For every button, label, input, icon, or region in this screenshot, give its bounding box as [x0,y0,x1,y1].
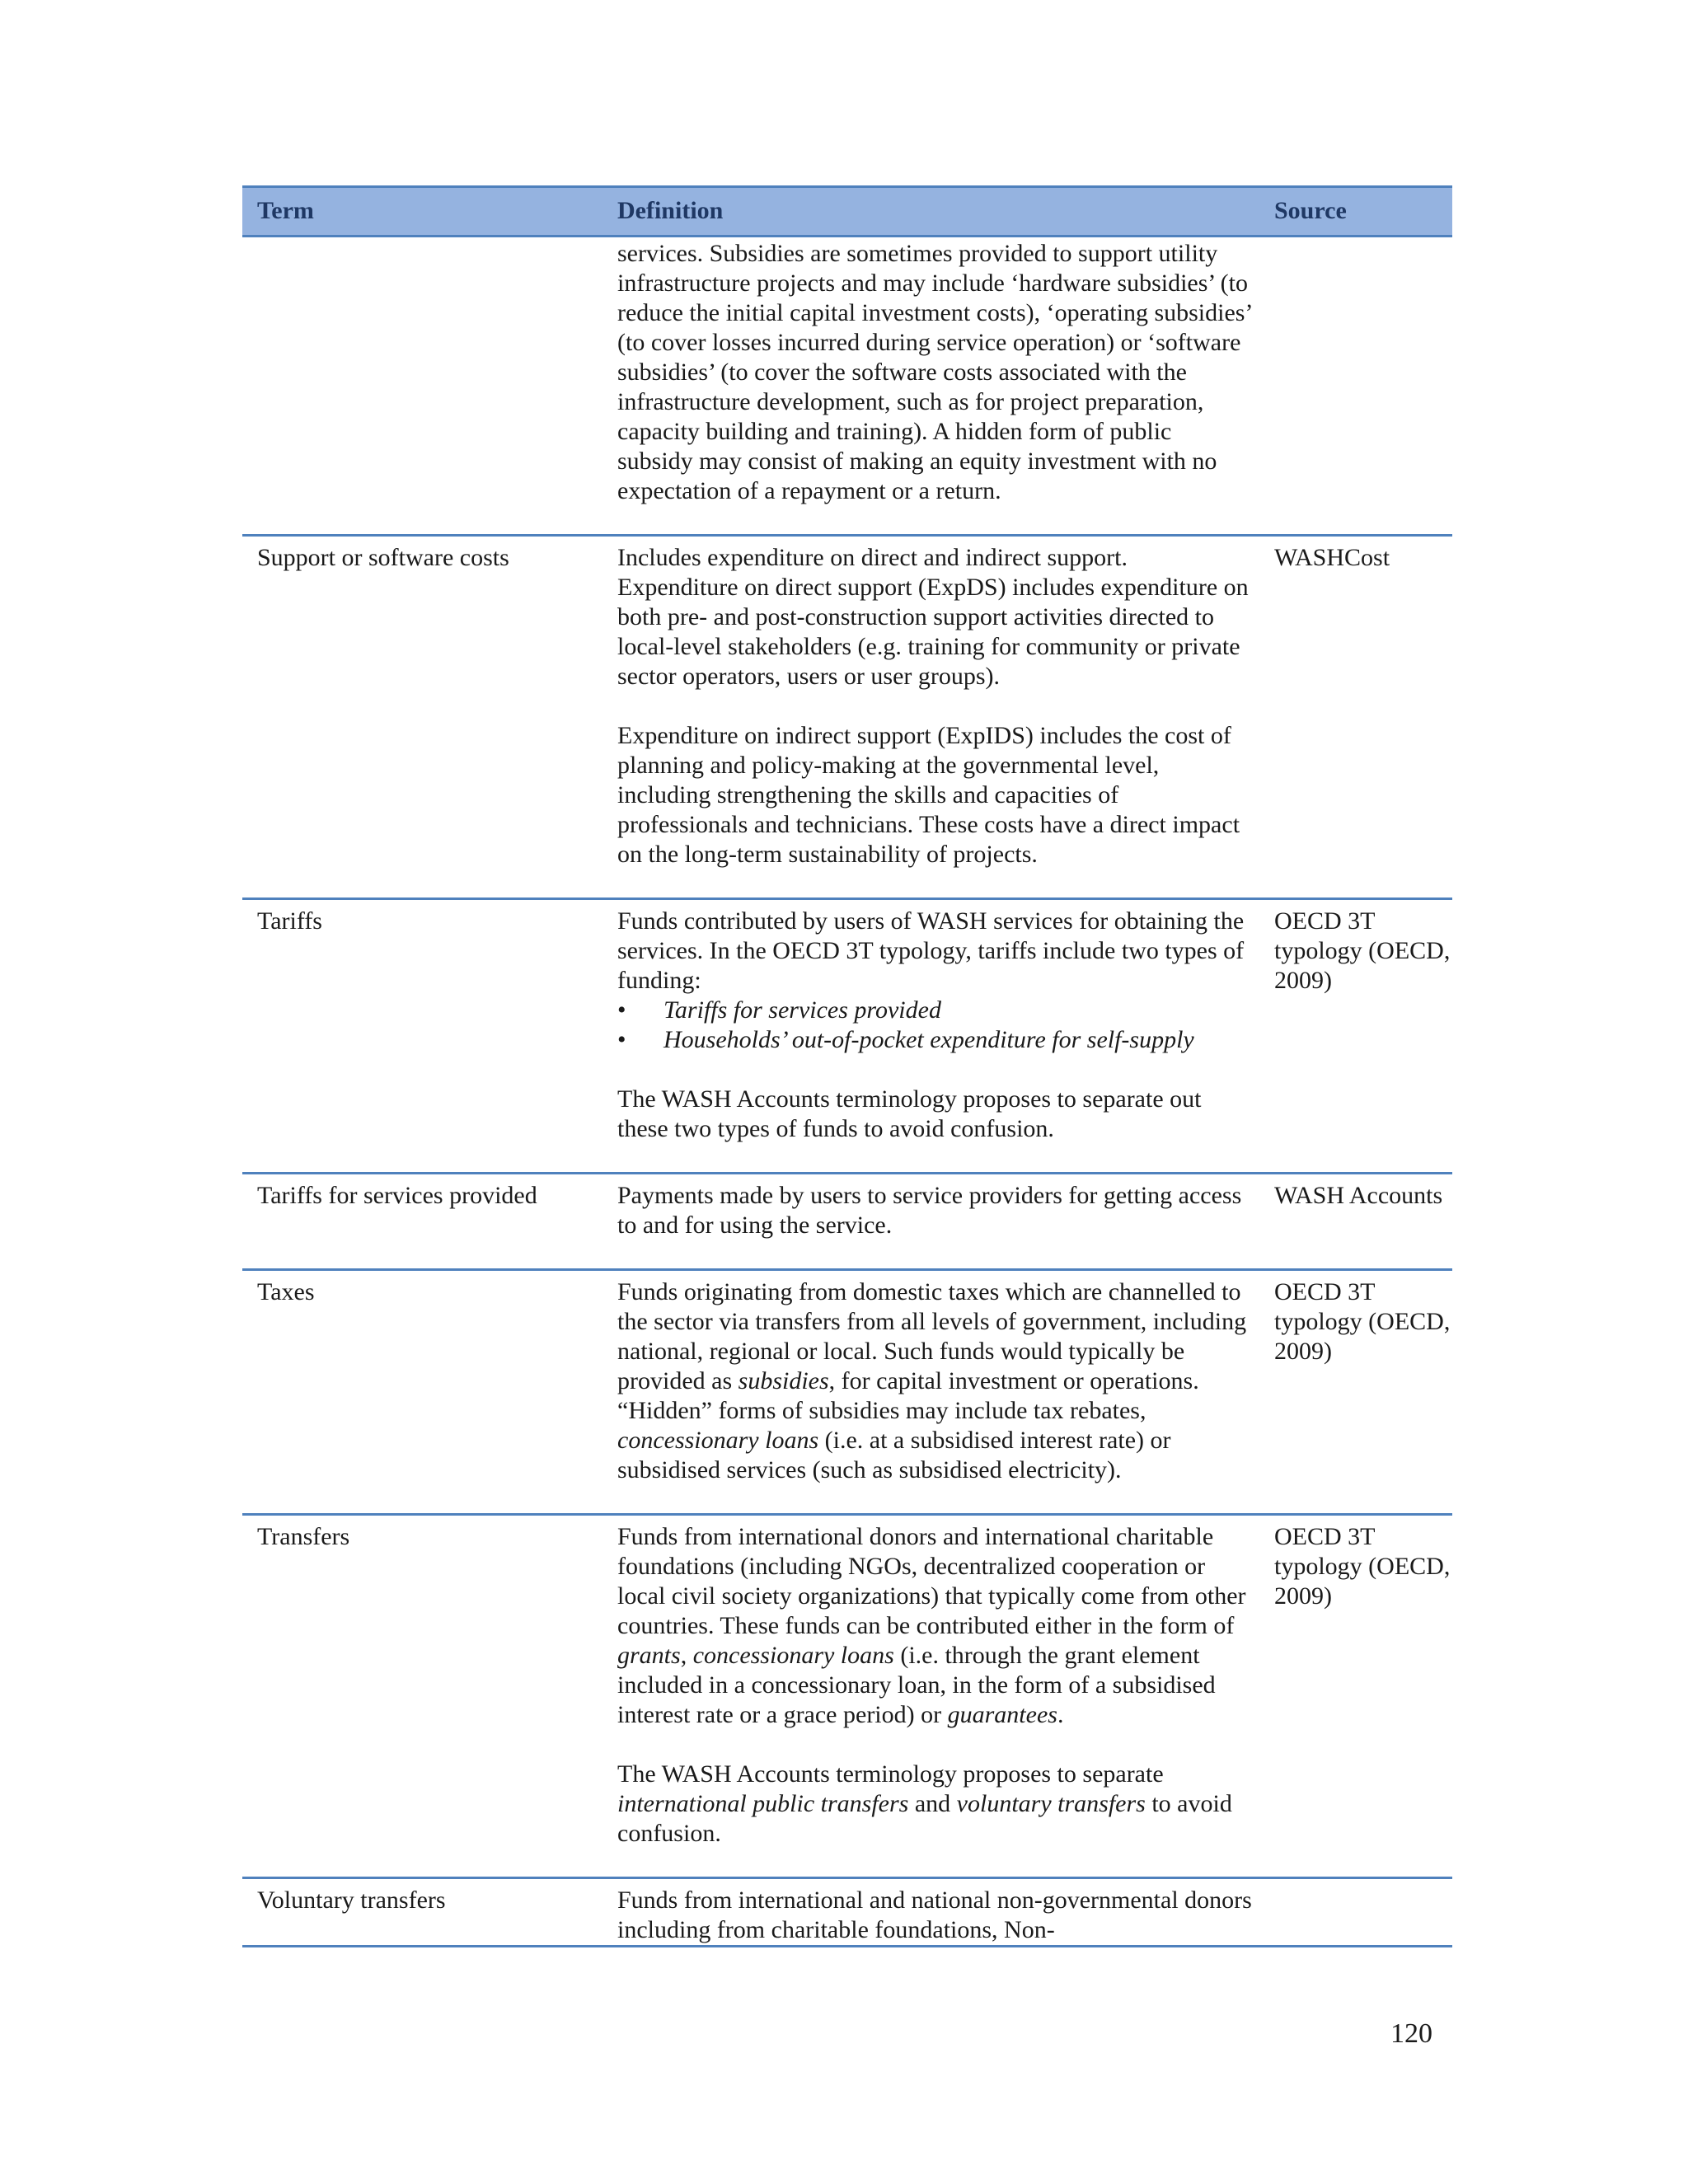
header-source: Source [1263,187,1452,237]
bullet-icon: • [617,996,626,1024]
emphasis-voluntary-transfers: voluntary transfers [956,1790,1146,1817]
bullet-item [617,1025,1253,1055]
text-run: Funds from international donors and international charitable foundations (including NGOs, decentralized cooperation or local civil society organizations) that typically come from other countries. These funds can be contributed either in the form of [617,1523,1246,1639]
header-row [242,187,1452,237]
table-row [242,1270,1452,1515]
definition-paragraph: Funds contributed by users of WASH services for obtaining the services. In the OECD 3T typology, tariffs include two types of funding: [617,907,1245,994]
definition-paragraph: The WASH Accounts terminology proposes to separate out these two types of funds to avoid confusion. [617,1085,1202,1142]
source-cell: WASH Accounts [1263,1174,1452,1270]
bullet-item [617,996,1253,1025]
header-term: Term [242,187,606,237]
source-cell: OECD 3T typology (OECD, 2009) [1263,1515,1452,1878]
definition-paragraph [617,1522,1253,1730]
definition-cell [606,1515,1263,1878]
definition-cell [606,237,1263,536]
definition-text [617,1277,1253,1485]
table-row [242,1515,1452,1878]
term-cell: Voluntary transfers [242,1878,606,1947]
text-run: Funds originating from domestic taxes which are channelled to the sector via transfers from all levels of government, including national, regional or local. Such funds would typically be provided as [617,1278,1247,1394]
page-number: 120 [1390,2018,1432,2049]
definition-paragraph [617,1760,1253,1849]
bullet-text: Tariffs for services provided [663,996,941,1024]
emphasis-concessionary-loans: concessionary loans [617,1427,819,1454]
term-cell: Taxes [242,1270,606,1515]
definition-cell [606,1878,1263,1947]
term-cell: Tariffs for services provided [242,1174,606,1270]
text-run: (i.e. through the grant element included in a concessionary loan, in the form of a subsidised interest rate or a grace period) or [617,1642,1216,1728]
definition-cell [606,1270,1263,1515]
definition-text: Payments made by users to service providers for getting access to and for using the service. [617,1182,1242,1239]
text-run: and [908,1790,957,1817]
bullet-text: Households’ out-of-pocket expenditure for self-supply [663,1026,1194,1053]
definition-bullet-list [617,996,1253,1055]
definition-paragraph: Expenditure on indirect support (ExpIDS) includes the cost of planning and policy-making at the governmental level, including strengthening the skills and capacities of professionals and technicians. These costs have a direct impact on the long-term sustainability of projects. [617,722,1240,868]
term-cell [242,237,606,536]
text-run: , [680,1642,693,1669]
definition-text: Funds from international and national non-governmental donors including from charitable foundations, Non- [617,1886,1252,1943]
term-cell: Support or software costs [242,536,606,899]
source-cell [1263,237,1452,536]
text-run: (i.e. at a subsidised interest rate) or subsidised services (such as subsidised electricity). [617,1427,1171,1483]
term-cell: Tariffs [242,899,606,1174]
source-cell: WASHCost [1263,536,1452,899]
term-cell: Transfers [242,1515,606,1878]
emphasis-international-public-transfers: international public transfers [617,1790,909,1817]
table-row [242,536,1452,899]
emphasis-subsidies: subsidies [738,1367,829,1394]
emphasis-guarantees: guarantees [947,1701,1057,1728]
source-cell: OECD 3T typology (OECD, 2009) [1263,1270,1452,1515]
table-row [242,237,1452,536]
table-row [242,1878,1452,1947]
definition-text: services. Subsidies are sometimes provided to support utility infrastructure projects and may include ‘hardware subsidies’ (to reduce the initial capital investment costs), ‘operating subsidies’ (to cover losses incurred during service operation) or ‘software subsidies’ (to cover the software costs associated with the infrastructure development, such as for project preparation, capacity building and training). A hidden form of public subsidy may consist of making an equity investment with no expectation of a repayment or a return. [617,240,1252,504]
source-cell [1263,1878,1452,1947]
header-definition: Definition [606,187,1263,237]
table-header [242,187,1452,237]
glossary-table [242,185,1452,1947]
emphasis-concessionary-loans: concessionary loans [692,1642,894,1669]
table-row [242,899,1452,1174]
definition-cell [606,899,1263,1174]
text-run: , for capital investment or operations. “Hidden” forms of subsidies may include tax rebates, [617,1367,1199,1424]
definition-paragraph: Includes expenditure on direct and indirect support. Expenditure on direct support (ExpDS) includes expenditure on both pre- and post-construction support activities directed to local-level stakeholders (e.g. training for community or private sector operators, users or user groups). [617,544,1249,690]
text-run: . [1057,1701,1064,1728]
source-cell: OECD 3T typology (OECD, 2009) [1263,899,1452,1174]
emphasis-grants: grants [617,1642,681,1669]
definition-cell [606,1174,1263,1270]
text-run: The WASH Accounts terminology proposes to separate [617,1760,1164,1788]
definition-cell [606,536,1263,899]
table-row [242,1174,1452,1270]
bullet-icon: • [617,1026,626,1053]
text-run: to avoid confusion. [617,1790,1232,1847]
